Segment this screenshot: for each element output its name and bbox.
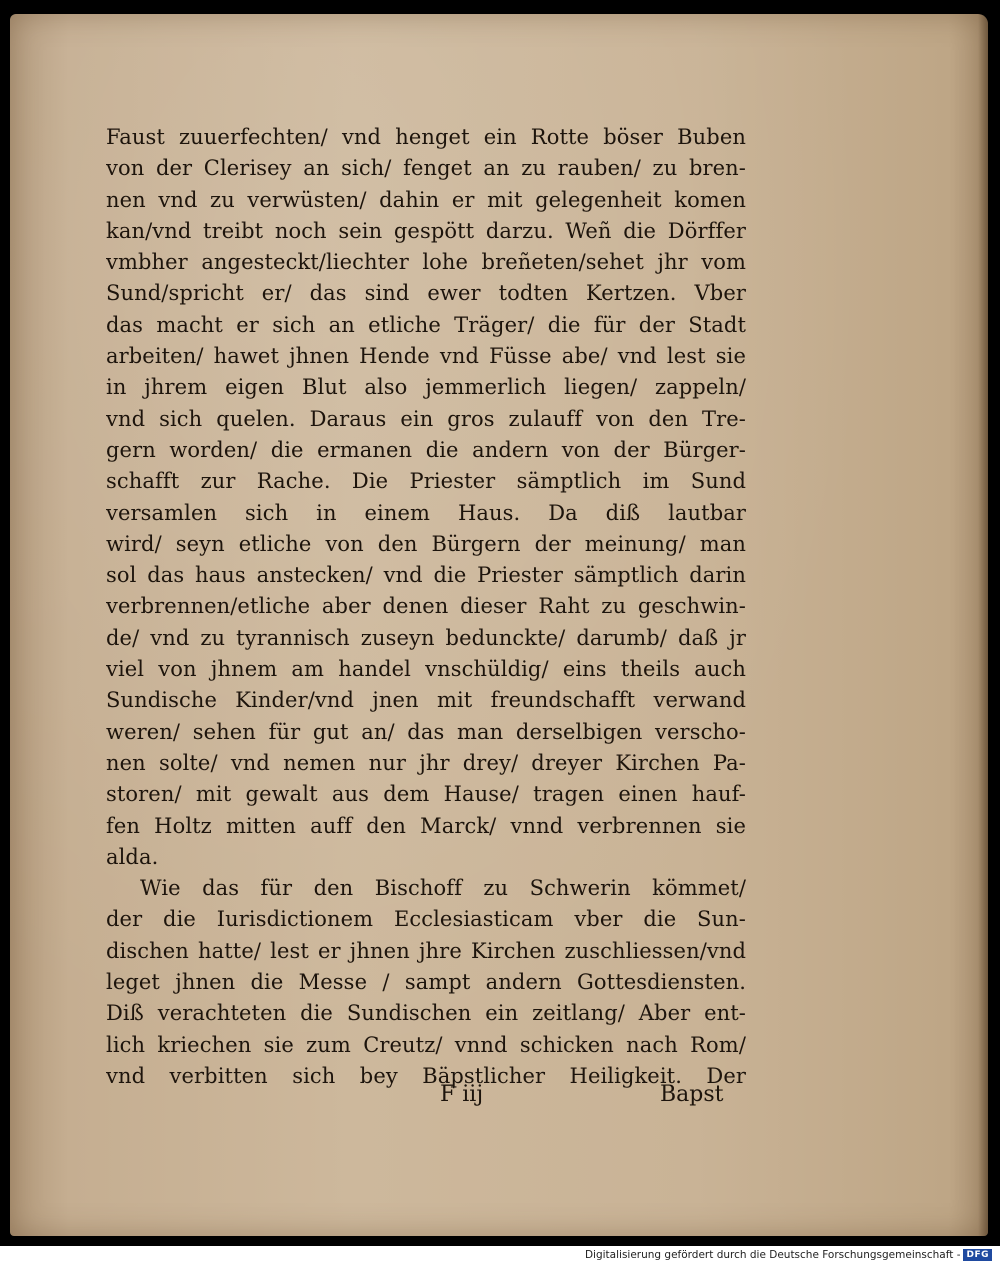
text-line: arbeiten/ hawet jhnen Hende vnd Füsse abe/ vnd lest sie [106,344,746,369]
text-line: Faust zuuerfechten/ vnd henget ein Rotte böser Buben [106,125,746,149]
text-line: de/ vnd zu tyrannisch zuseyn bedunckte/ darumb/ daß jr [106,625,746,650]
text-line: vnd sich quelen. Daraus ein gros zulauff von den Tre- [106,406,746,431]
page-text-block [106,122,746,1092]
signature-mark: F iij [440,1082,484,1107]
text-line: viel von jhnem am handel vnschüldig/ eins theils auch [106,657,746,682]
credit-text: Digitalisierung gefördert durch die Deutsche Forschungsgemeinschaft - [584,1249,961,1261]
text-line: der die Iurisdictionem Ecclesiasticam vber die Sun- [106,907,746,932]
text-line: gern worden/ die ermanen die andern von der Bürger- [106,437,746,462]
text-line: storen/ mit gewalt aus dem Hause/ tragen einen hauf- [106,782,746,807]
text-line: wird/ seyn etliche von den Bürgern der meinung/ man [106,531,746,556]
dfg-logo: DFG [963,1249,992,1261]
catchword: Bapst [660,1082,724,1107]
text-line-paragraph-start: Wie das für den Bischoff zu Schwerin kömmet/ [140,876,746,901]
text-line: fen Holtz mitten auff den Marck/ vnnd verbrennen sie [106,813,746,838]
text-line: vnd verbitten sich bey Bäpstlicher Heiligkeit. Der [106,1063,746,1088]
text-line: Sund/spricht er/ das sind ewer todten Kertzen. Vber [106,281,746,306]
text-line: leget jhnen die Messe / sampt andern Gottesdiensten. [106,970,746,995]
text-line: schafft zur Rache. Die Priester sämptlich im Sund [106,469,746,494]
text-line: das macht er sich an etliche Träger/ die für der Stadt [106,312,746,337]
text-line: vmbher angesteckt/liechter lohe breñeten/sehet jhr vom [106,250,746,275]
text-line: weren/ sehen für gut an/ das man derselbigen verscho- [106,719,746,744]
text-line: von der Clerisey an sich/ fenget an zu rauben/ zu bren- [106,156,746,181]
text-line: dischen hatte/ lest er jhnen jhre Kirchen zuschliessen/vnd [106,938,746,963]
text-line: kan/vnd treibt noch sein gespött darzu. Weñ die Dörffer [106,218,746,243]
text-line: lich kriechen sie zum Creutz/ vnnd schicken nach Rom/ [106,1032,746,1057]
digitization-credit [585,1248,992,1262]
text-line: sol das haus anstecken/ vnd die Priester sämptlich darin [106,563,746,588]
text-line: nen vnd zu verwüsten/ dahin er mit gelegenheit komen [106,187,746,212]
text-line: alda. [106,844,159,869]
text-line: Diß verachteten die Sundischen ein zeitlang/ Aber ent- [106,1001,746,1026]
book-page [10,14,988,1236]
text-line: verbrennen/etliche aber denen dieser Raht zu geschwin- [106,594,746,619]
text-line: Sundische Kinder/vnd jnen mit freundschafft verwand [106,688,746,713]
text-line: in jhrem eigen Blut also jemmerlich liegen/ zappeln/ [106,375,746,400]
text-line: nen solte/ vnd nemen nur jhr drey/ dreyer Kirchen Pa- [106,750,746,775]
text-line: versamlen sich in einem Haus. Da diß lautbar [106,500,746,525]
